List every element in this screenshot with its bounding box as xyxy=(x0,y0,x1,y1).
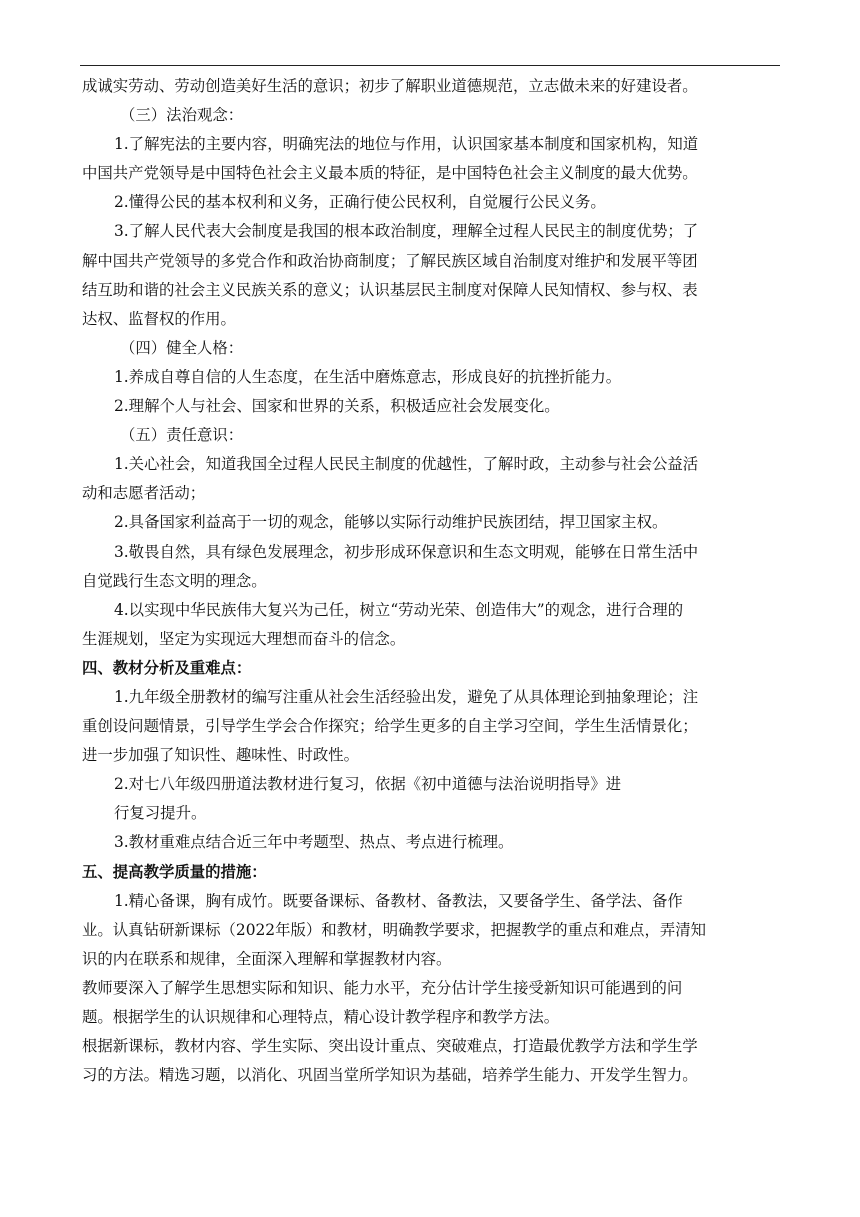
paragraph-line: 题。根据学生的认识规律和心理特点，精心设计教学程序和教学方法。 xyxy=(82,1008,560,1026)
paragraph-line: 2.懂得公民的基本权利和义务，正确行使公民权利，自觉履行公民义务。 xyxy=(114,193,606,212)
paragraph-line: 1.九年级全册教材的编写注重从社会生活经验出发，避免了从具体理论到抽象理论；注 xyxy=(114,687,699,706)
paragraph-line: 3.教材重难点结合近三年中考题型、热点、考点进行梳理。 xyxy=(114,833,514,852)
paragraph-line: 1.精心备课，胸有成竹。既要备课标、备教材、备教法，又要备学生、备学法、备作 xyxy=(114,891,683,910)
subsection-heading: （三）法治观念： xyxy=(120,106,244,125)
paragraph-line: 成诚实劳动、劳动创造美好生活的意识；初步了解职业道德规范，立志做未来的好建设者。 xyxy=(82,77,698,95)
subsection-heading: （四）健全人格： xyxy=(120,338,244,357)
paragraph-line: 2.对七八年级四册道法教材进行复习，依据《初中道德与法治说明指导》进 xyxy=(114,775,622,794)
paragraph-line: 进一步加强了知识性、趣味性、时政性。 xyxy=(82,746,360,765)
paragraph-line: 生涯规划，坚定为实现远大理想而奋斗的信念。 xyxy=(82,629,406,648)
paragraph-line: 识的内在联系和规律，全面深入理解和掌握教材内容。 xyxy=(82,949,452,968)
paragraph-line: 达权、监督权的作用。 xyxy=(82,309,236,328)
paragraph-line: 教师要深入了解学生思想实际和知识、能力水平，充分估计学生接受新知识可能遇到的问 xyxy=(82,978,683,997)
paragraph-line: 3.敬畏自然，具有绿色发展理念，初步形成环保意识和生态文明观，能够在日常生活中 xyxy=(114,542,699,561)
paragraph-line: 4.以实现中华民族伟大复兴为己任，树立“劳动光荣、创造伟大”的观念，进行合理的 xyxy=(114,600,684,619)
paragraph-line: 根据新课标，教材内容、学生实际、突出设计重点、突破难点，打造最优教学方法和学生学 xyxy=(82,1037,698,1056)
paragraph-line: 解中国共产党领导的多党合作和政治协商制度；了解民族区域自治制度对维护和发展平等团 xyxy=(82,251,698,270)
subsection-heading: （五）责任意识： xyxy=(120,426,244,445)
paragraph-line: 中国共产党领导是中国特色社会主义最本质的特征，是中国特色社会主义制度的最大优势。 xyxy=(82,164,698,183)
paragraph-line: 1.养成自尊自信的人生态度，在生活中磨炼意志，形成良好的抗挫折能力。 xyxy=(114,367,622,386)
paragraph-line: 习的方法。精选习题，以消化、巩固当堂所学知识为基础，培养学生能力、开发学生智力。 xyxy=(82,1066,698,1085)
paragraph-line: 重创设问题情景，引导学生学会合作探究；给学生更多的自主学习空间，学生生活情景化； xyxy=(82,717,698,736)
document-body xyxy=(82,72,780,1090)
header-rule xyxy=(80,65,780,66)
paragraph-line: 行复习提升。 xyxy=(114,804,207,823)
paragraph-line: 1.关心社会，知道我国全过程人民民主制度的优越性，了解时政，主动参与社会公益活 xyxy=(114,455,699,474)
paragraph-line: 结互助和谐的社会主义民族关系的意义；认识基层民主制度对保障人民知情权、参与权、表 xyxy=(82,280,698,299)
paragraph-line: 自觉践行生态文明的理念。 xyxy=(82,571,267,590)
paragraph-line: 1.了解宪法的主要内容，明确宪法的地位与作用，认识国家基本制度和国家机构，知道 xyxy=(114,135,699,154)
paragraph-line: 3.了解人民代表大会制度是我国的根本政治制度，理解全过程人民民主的制度优势；了 xyxy=(114,222,699,241)
paragraph-line: 2.具备国家利益高于一切的观念，能够以实际行动维护民族团结，捍卫国家主权。 xyxy=(114,513,668,532)
section-heading: 四、教材分析及重难点： xyxy=(82,658,252,677)
paragraph-line: 业。认真钻研新课标（2022年版）和教材，明确教学要求，把握教学的重点和难点，弄清知 xyxy=(82,920,707,939)
section-heading: 五、提高教学质量的措施： xyxy=(82,862,267,881)
paragraph-line: 动和志愿者活动； xyxy=(82,484,206,503)
paragraph-line: 2.理解个人与社会、国家和世界的关系，积极适应社会发展变化。 xyxy=(114,397,560,416)
